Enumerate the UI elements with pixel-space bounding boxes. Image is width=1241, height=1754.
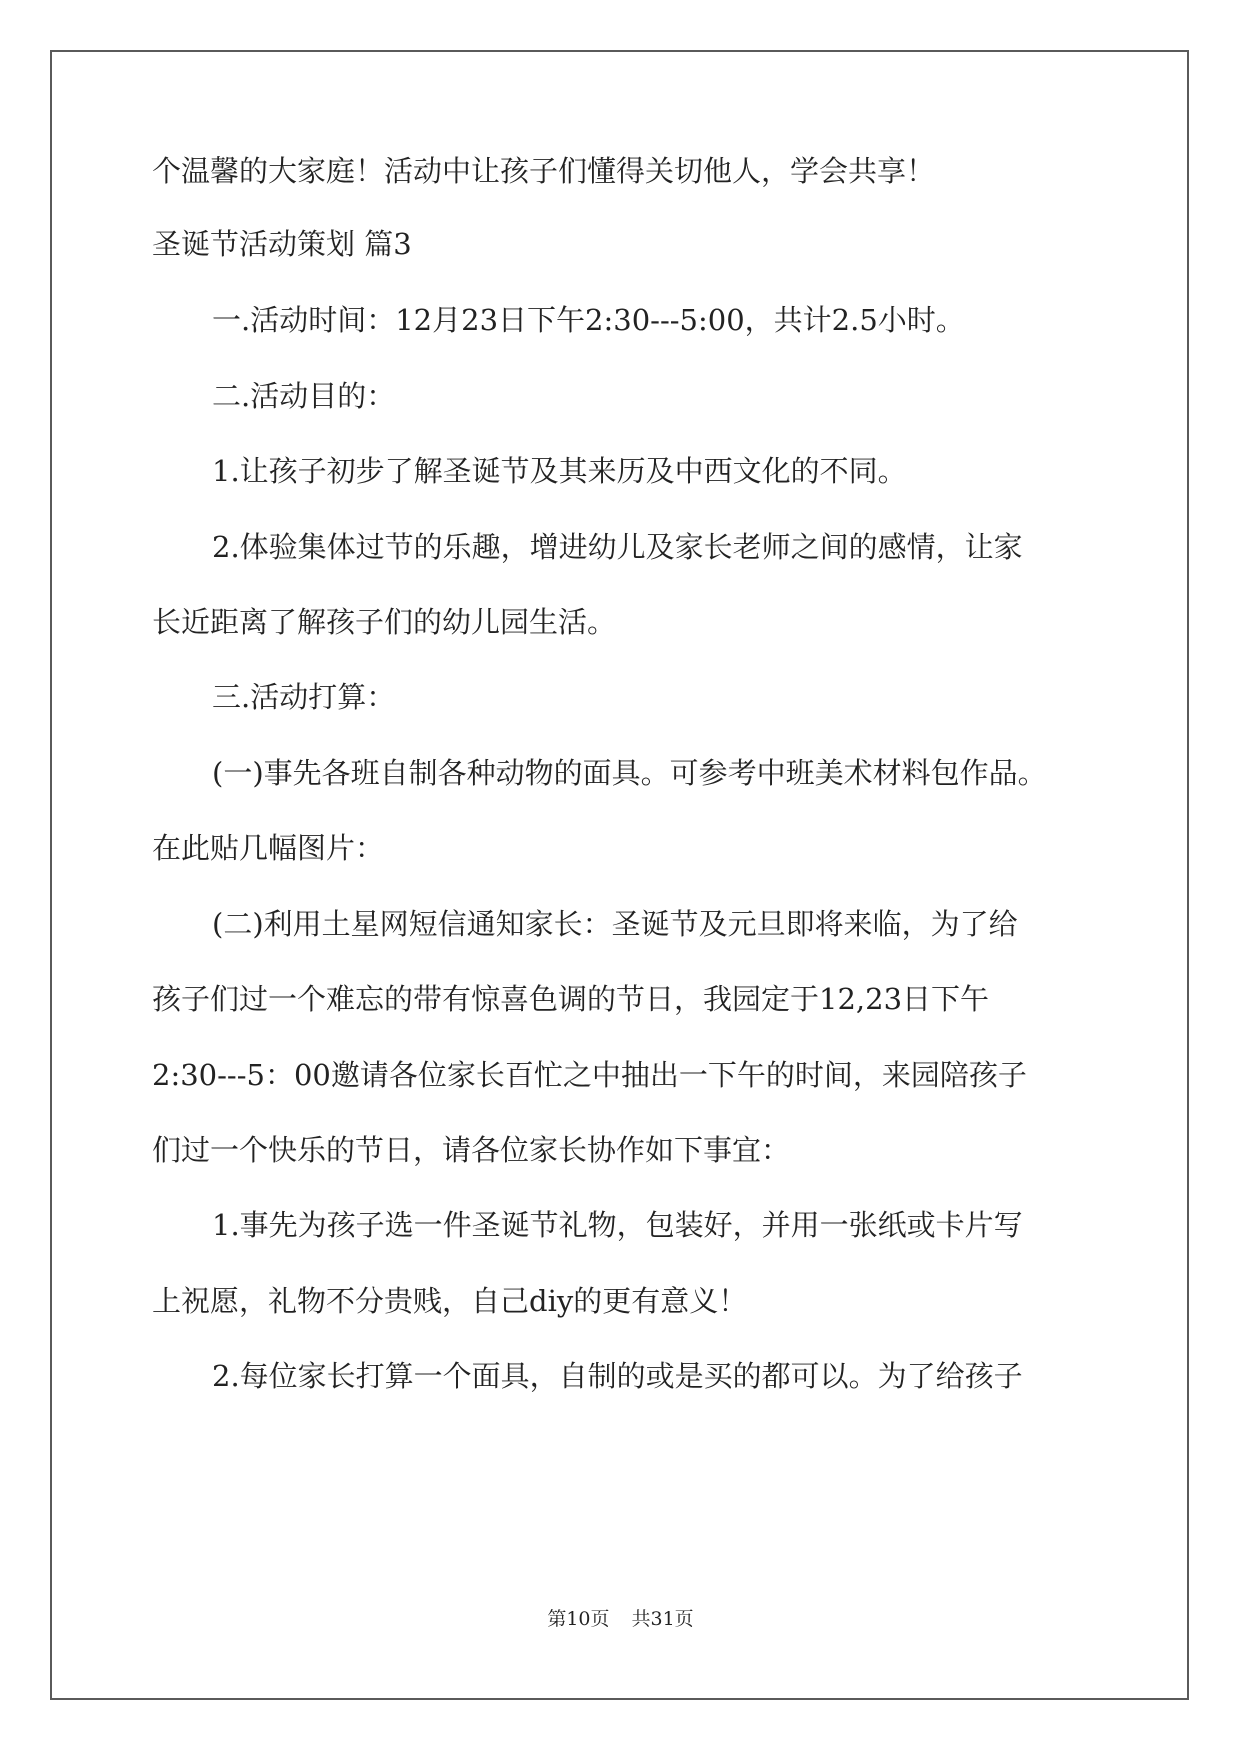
paragraph-line: 2.每位家长打算一个面具，自制的或是买的都可以。为了给孩子 <box>212 1359 1023 1393</box>
total-pages: 共31页 <box>631 1608 694 1630</box>
paragraph-line: 在此贴几幅图片： <box>152 831 385 865</box>
paragraph-line: (一)事先各班自制各种动物的面具。可参考中班美术材料包作品。 <box>212 756 1047 790</box>
paragraph-line: 一.活动时间：12月23日下午2:30---5:00，共计2.5小时。 <box>212 303 965 337</box>
paragraph-line: 三.活动打算： <box>212 680 396 714</box>
paragraph-line: (二)利用土星网短信通知家长：圣诞节及元旦即将来临，为了给 <box>212 907 1018 941</box>
paragraph-line: 孩子们过一个难忘的带有惊喜色调的节日，我园定于12,23日下午 <box>152 982 990 1016</box>
paragraph-line: 们过一个快乐的节日，请各位家长协作如下事宜： <box>152 1133 791 1167</box>
paragraph-line: 1.让孩子初步了解圣诞节及其来历及中西文化的不同。 <box>212 454 907 488</box>
section-heading: 圣诞节活动策划 篇3 <box>152 227 412 261</box>
paragraph-line: 个温馨的大家庭！活动中让孩子们懂得关切他人，学会共享！ <box>152 154 936 188</box>
page-footer <box>0 1607 1241 1631</box>
paragraph-line: 1.事先为孩子选一件圣诞节礼物，包装好，并用一张纸或卡片写 <box>212 1208 1023 1242</box>
paragraph-line: 上祝愿，礼物不分贵贱，自己diy的更有意义！ <box>152 1284 748 1318</box>
paragraph-line: 2:30---5：00邀请各位家长百忙之中抽出一下午的时间，来园陪孩子 <box>152 1058 1027 1092</box>
page-border <box>50 50 1189 1700</box>
page-number: 第10页 <box>547 1608 610 1630</box>
paragraph-line: 2.体验集体过节的乐趣，增进幼儿及家长老师之间的感情，让家 <box>212 530 1023 564</box>
paragraph-line: 二.活动目的： <box>212 379 396 413</box>
paragraph-line: 长近距离了解孩子们的幼儿园生活。 <box>152 605 617 639</box>
